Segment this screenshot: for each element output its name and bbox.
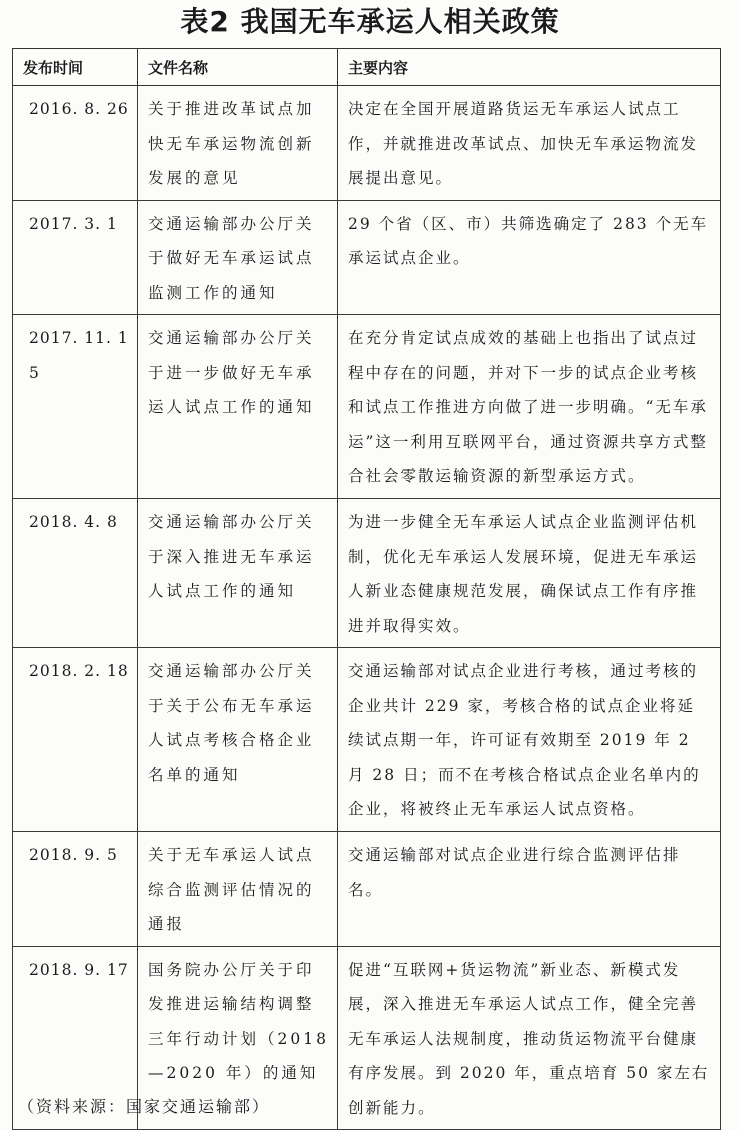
table-row xyxy=(13,648,721,832)
cell-content: 在充分肯定试点成效的基础上也指出了试点过程中存在的问题，并对下一步的试点企业考核和试点工作推进方向做了进一步明确。“无车承运”这一利用互联网平台，通过资源共享方式整合社会零散运输资源的新型承运方式。 xyxy=(338,315,721,499)
cell-content: 交通运输部对试点企业进行考核，通过考核的企业共计 229 家，考核合格的试点企业将延续试点期一年，许可证有效期至 2019 年 2 月 28 日；而不在考核合格试点企业名单内的企业，将被终止无车承运人试点资格。 xyxy=(338,648,721,832)
header-name: 文件名称 xyxy=(138,49,338,86)
table-title: 表2 我国无车承运人相关政策 xyxy=(180,5,560,38)
cell-date: 2017. 3. 1 xyxy=(13,200,138,315)
table-header-row xyxy=(13,49,721,86)
cell-date: 2018. 9. 5 xyxy=(13,832,138,947)
cell-content: 促进“互联网+货运物流”新业态、新模式发展，深入推进无车承运人试点工作，健全完善无车承运人法规制度，推动货运物流平台健康有序发展。到 2020 年，重点培育 50 家左右创新能力。 xyxy=(338,946,721,1130)
header-content: 主要内容 xyxy=(338,49,721,86)
cell-content: 交通运输部对试点企业进行综合监测评估排名。 xyxy=(338,832,721,947)
cell-name: 交通运输部办公厅关于做好无车承运试点监测工作的通知 xyxy=(138,200,338,315)
table-row xyxy=(13,200,721,315)
cell-date: 2016. 8. 26 xyxy=(13,86,138,201)
cell-name: 交通运输部办公厅关于关于公布无车承运人试点考核合格企业名单的通知 xyxy=(138,648,338,832)
source-note: （资料来源：国家交通运输部） xyxy=(18,1097,271,1116)
table-row xyxy=(13,315,721,499)
cell-date: 2018. 2. 18 xyxy=(13,648,138,832)
table-row xyxy=(13,86,721,201)
cell-name: 交通运输部办公厅关于进一步做好无车承运人试点工作的通知 xyxy=(138,315,338,499)
table-row xyxy=(13,832,721,947)
cell-content: 决定在全国开展道路货运无车承运人试点工作，并就推进改革试点、加快无车承运物流发展提出意见。 xyxy=(338,86,721,201)
table-row xyxy=(13,499,721,648)
cell-name: 国务院办公厅关于印发推进运输结构调整三年行动计划（2018—2020 年）的通知 xyxy=(138,946,338,1130)
cell-date: 2018. 4. 8 xyxy=(13,499,138,648)
cell-date: 2017. 11. 15 xyxy=(13,315,138,499)
cell-name: 关于无车承运人试点综合监测评估情况的通报 xyxy=(138,832,338,947)
header-date: 发布时间 xyxy=(13,49,138,86)
cell-name: 关于推进改革试点加快无车承运物流创新发展的意见 xyxy=(138,86,338,201)
cell-name: 交通运输部办公厅关于深入推进无车承运人试点工作的通知 xyxy=(138,499,338,648)
cell-content: 为进一步健全无车承运人试点企业监测评估机制，优化无车承运人发展环境，促进无车承运人新业态健康规范发展，确保试点工作有序推进并取得实效。 xyxy=(338,499,721,648)
cell-date: 2018. 9. 17 xyxy=(13,946,138,1130)
cell-content: 29 个省（区、市）共筛选确定了 283 个无车承运试点企业。 xyxy=(338,200,721,315)
policy-table xyxy=(12,48,721,1130)
